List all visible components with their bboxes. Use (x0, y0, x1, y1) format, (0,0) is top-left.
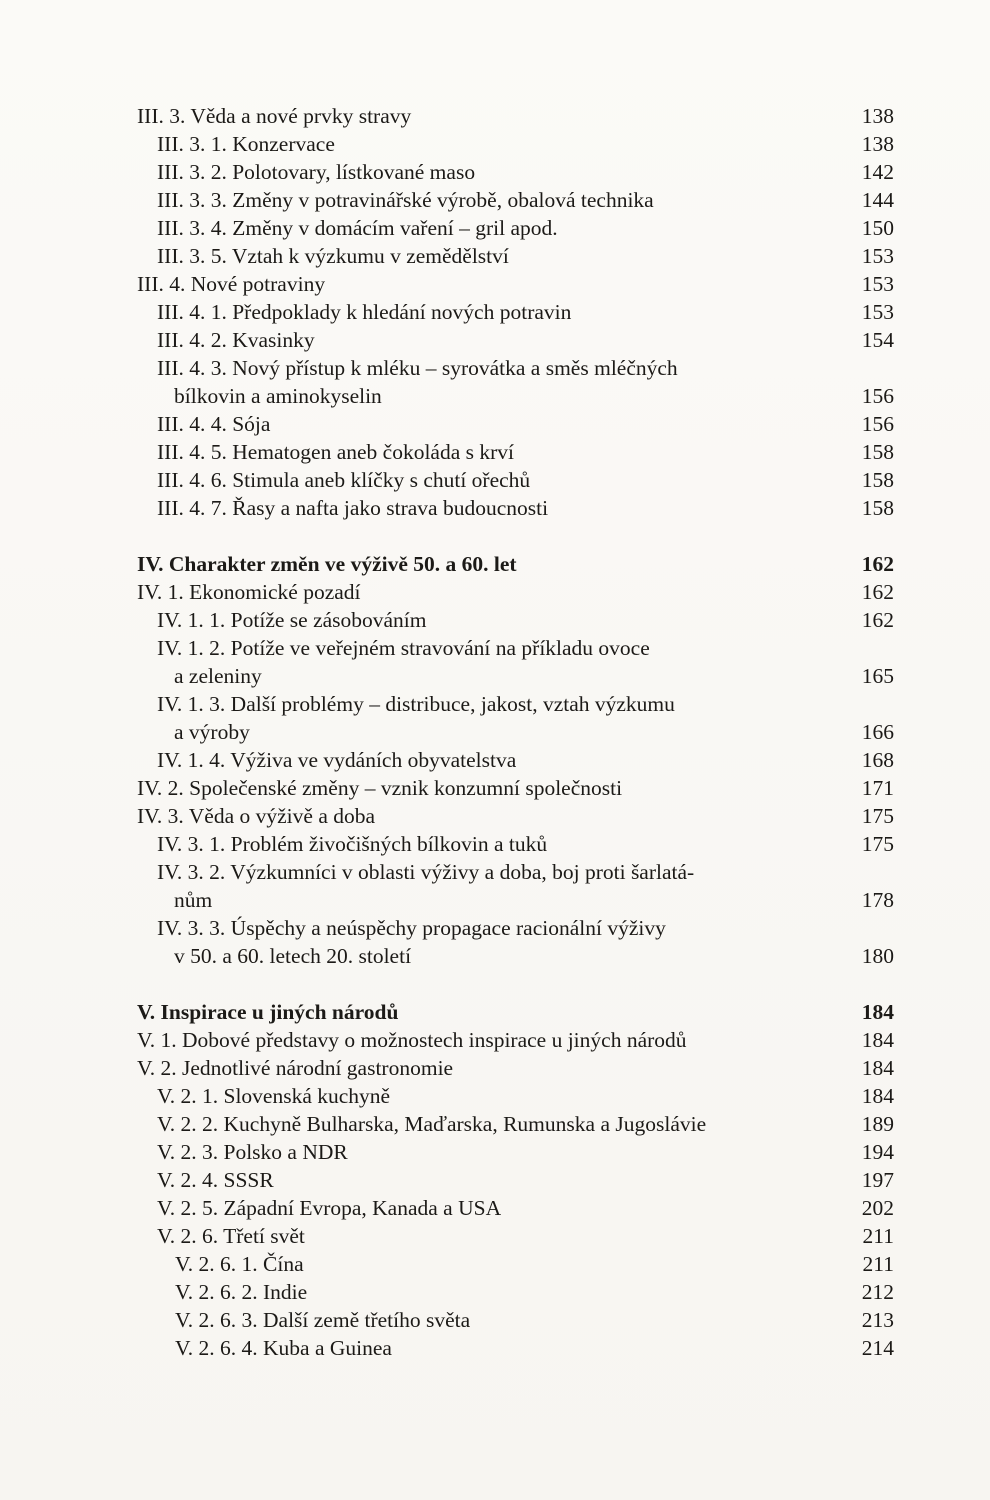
toc-entry (0, 1278, 990, 1306)
toc-entry-title-continued: bílkovin a aminokyselin (174, 384, 382, 408)
toc-entry (0, 354, 990, 410)
toc-entry-page: 158 (861, 468, 894, 492)
toc-entry-page: 166 (861, 720, 894, 744)
toc-entry-page: 202 (861, 1196, 894, 1220)
toc-entry-page: 211 (862, 1224, 894, 1248)
toc-entry (0, 466, 990, 494)
toc-entry-title: III. 3. 1. Konzervace (157, 132, 335, 156)
toc-entry-page: 180 (861, 944, 894, 968)
toc-entry-title-continued: a výroby (174, 720, 250, 744)
toc-entry (0, 410, 990, 438)
toc-entry-page: 138 (861, 132, 894, 156)
toc-entry (0, 1334, 990, 1362)
toc-entry-title: III. 4. 2. Kvasinky (157, 328, 315, 352)
toc-entry-title: V. 2. 6. Třetí svět (157, 1224, 305, 1248)
toc-entry-title: IV. 2. Společenské změny – vznik konzumní společnosti (137, 776, 623, 800)
toc-entry (0, 1166, 990, 1194)
toc-entry-title: III. 4. 4. Sója (157, 412, 271, 436)
toc-entry (0, 746, 990, 774)
toc-entry (0, 858, 990, 914)
toc-entry-title: V. 2. 6. 1. Čína (175, 1252, 304, 1276)
toc-entry-title: III. 4. 3. Nový přístup k mléku – syrovátka a směs mléčných (157, 356, 678, 380)
toc-entry-page: 184 (861, 1028, 894, 1052)
toc-entry-title: III. 3. 4. Změny v domácím vaření – gril apod. (157, 216, 558, 240)
toc-entry-title: IV. 3. 1. Problém živočišných bílkovin a tuků (157, 832, 548, 856)
toc-entry (0, 914, 990, 970)
table-of-contents (0, 102, 990, 1362)
toc-entry-title-continued: v 50. a 60. letech 20. století (174, 944, 412, 968)
toc-entry-title: III. 3. 2. Polotovary, lístkované maso (157, 160, 476, 184)
toc-entry-title: III. 4. 7. Řasy a nafta jako strava budoucnosti (157, 496, 549, 520)
toc-entry-title: V. 2. Jednotlivé národní gastronomie (137, 1056, 454, 1080)
toc-entry-title: III. 3. Věda a nové prvky stravy (137, 104, 412, 128)
toc-entry (0, 1306, 990, 1334)
toc-entry-title: IV. 1. Ekonomické pozadí (137, 580, 361, 604)
toc-entry-title: III. 3. 5. Vztah k výzkumu v zemědělství (157, 244, 509, 268)
toc-entry-title: IV. 3. 3. Úspěchy a neúspěchy propagace racionální výživy (157, 916, 666, 940)
toc-entry-title: III. 4. 6. Stimula aneb klíčky s chutí ořechů (157, 468, 531, 492)
toc-entry-page: 168 (861, 748, 894, 772)
toc-entry-page: 178 (861, 888, 894, 912)
toc-entry (0, 830, 990, 858)
section-spacer (0, 970, 990, 998)
toc-entry-title: V. 1. Dobové představy o možnostech inspirace u jiných národů (137, 1028, 687, 1052)
toc-entry-page: 150 (861, 216, 894, 240)
toc-entry-page: 165 (861, 664, 894, 688)
toc-entry-page: 194 (861, 1140, 894, 1164)
toc-entry (0, 578, 990, 606)
toc-entry-page: 153 (861, 244, 894, 268)
toc-entry-title: IV. 1. 4. Výživa ve vydáních obyvatelstva (157, 748, 517, 772)
toc-entry-page: 171 (861, 776, 894, 800)
toc-entry-page: 158 (861, 440, 894, 464)
toc-entry (0, 690, 990, 746)
toc-entry-page: 158 (861, 496, 894, 520)
toc-entry (0, 326, 990, 354)
toc-entry-page: 211 (862, 1252, 894, 1276)
toc-entry-page: 144 (861, 188, 894, 212)
toc-entry-title: IV. 1. 3. Další problémy – distribuce, jakost, vztah výzkumu (157, 692, 675, 716)
toc-entry (0, 130, 990, 158)
toc-entry-page: 212 (861, 1280, 894, 1304)
toc-entry-title: III. 4. 5. Hematogen aneb čokoláda s krví (157, 440, 515, 464)
toc-chapter-heading (0, 998, 990, 1026)
toc-entry (0, 158, 990, 186)
toc-entry-page: 175 (861, 832, 894, 856)
toc-entry-title: V. 2. 4. SSSR (157, 1168, 274, 1192)
toc-entry (0, 1138, 990, 1166)
toc-entry (0, 1054, 990, 1082)
toc-entry-page: 184 (861, 1084, 894, 1108)
toc-entry-page: 142 (861, 160, 894, 184)
section-spacer (0, 522, 990, 550)
toc-entry (0, 1082, 990, 1110)
toc-entry-page: 189 (861, 1112, 894, 1136)
toc-entry-title: V. 2. 6. 3. Další země třetího světa (175, 1308, 471, 1332)
toc-entry (0, 1194, 990, 1222)
toc-entry-title: V. 2. 6. 4. Kuba a Guinea (175, 1336, 392, 1360)
toc-entry-page: 156 (861, 412, 894, 436)
toc-entry (0, 270, 990, 298)
toc-entry-page: 214 (861, 1336, 894, 1360)
toc-entry-page: 162 (861, 580, 894, 604)
toc-entry-title-continued: nům (174, 888, 213, 912)
toc-entry (0, 1110, 990, 1138)
toc-entry-page: 138 (861, 104, 894, 128)
toc-entry-title: V. 2. 6. 2. Indie (175, 1280, 308, 1304)
toc-entry (0, 242, 990, 270)
toc-entry-page: 162 (861, 552, 894, 576)
toc-entry-title: V. 2. 3. Polsko a NDR (157, 1140, 348, 1164)
toc-entry (0, 774, 990, 802)
toc-entry (0, 1250, 990, 1278)
toc-entry-page: 156 (861, 384, 894, 408)
toc-entry-title: IV. 1. 1. Potíže se zásobováním (157, 608, 427, 632)
toc-entry (0, 1026, 990, 1054)
toc-entry (0, 298, 990, 326)
toc-entry-title: IV. 3. Věda o výživě a doba (137, 804, 376, 828)
toc-entry-page: 153 (861, 272, 894, 296)
toc-entry-page: 197 (861, 1168, 894, 1192)
toc-entry (0, 1222, 990, 1250)
toc-entry (0, 634, 990, 690)
toc-entry-page: 184 (861, 1000, 894, 1024)
toc-entry-title-continued: a zeleniny (174, 664, 262, 688)
toc-entry-title: V. 2. 2. Kuchyně Bulharska, Maďarska, Rumunska a Jugoslávie (157, 1112, 707, 1136)
toc-entry (0, 186, 990, 214)
toc-entry (0, 606, 990, 634)
toc-entry-page: 213 (861, 1308, 894, 1332)
toc-entry-title: III. 3. 3. Změny v potravinářské výrobě, obalová technika (157, 188, 654, 212)
toc-entry (0, 438, 990, 466)
toc-entry-page: 175 (861, 804, 894, 828)
toc-entry-title: IV. 1. 2. Potíže ve veřejném stravování na příkladu ovoce (157, 636, 650, 660)
toc-entry-title: V. 2. 1. Slovenská kuchyně (157, 1084, 391, 1108)
toc-entry-title: IV. 3. 2. Výzkumníci v oblasti výživy a doba, boj proti šarlatá- (157, 860, 695, 884)
toc-entry-title: III. 4. Nové potraviny (137, 272, 326, 296)
toc-entry-title: V. 2. 5. Západní Evropa, Kanada a USA (157, 1196, 502, 1220)
toc-entry (0, 494, 990, 522)
toc-entry-title: V. Inspirace u jiných národů (137, 1000, 399, 1024)
toc-entry (0, 802, 990, 830)
toc-entry-page: 184 (861, 1056, 894, 1080)
toc-entry-page: 162 (861, 608, 894, 632)
toc-entry-title: IV. Charakter změn ve výživě 50. a 60. let (137, 552, 517, 576)
toc-entry (0, 102, 990, 130)
toc-chapter-heading (0, 550, 990, 578)
toc-entry-page: 154 (861, 328, 894, 352)
toc-entry-title: III. 4. 1. Předpoklady k hledání nových potravin (157, 300, 572, 324)
toc-entry (0, 214, 990, 242)
toc-entry-page: 153 (861, 300, 894, 324)
